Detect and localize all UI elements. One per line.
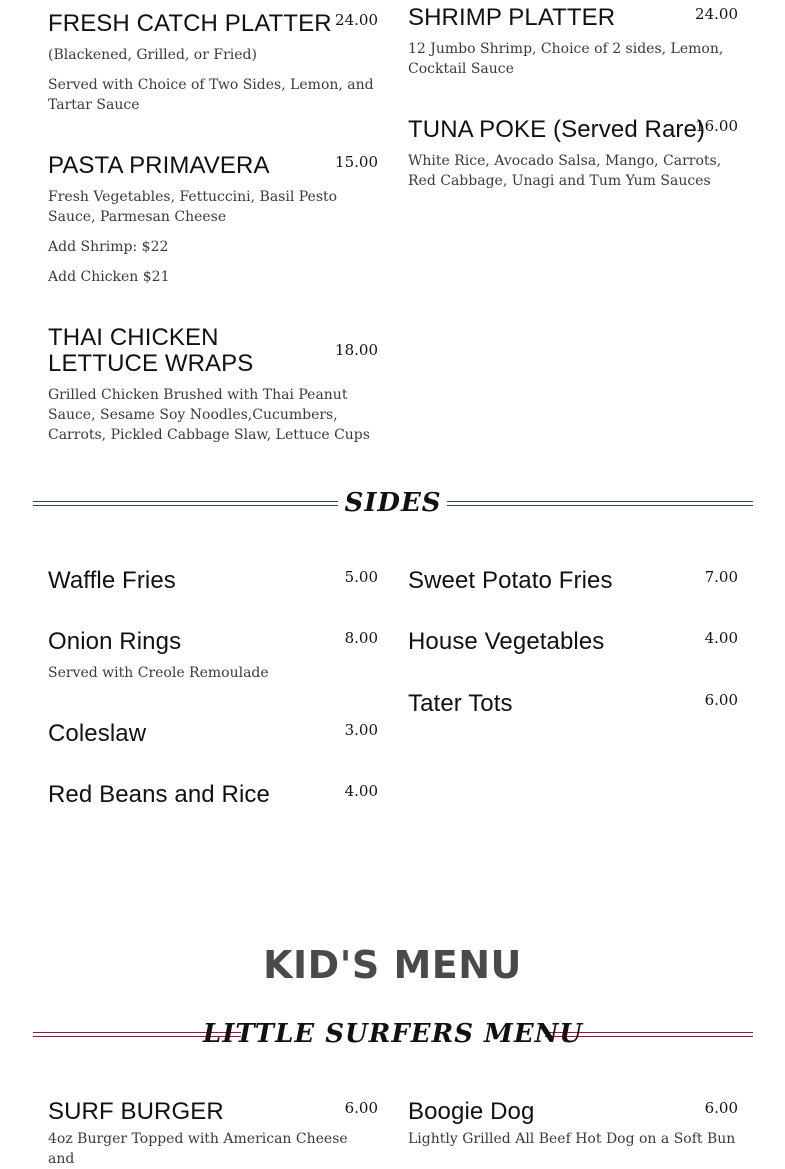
item-title: SURF BURGER [48, 1098, 224, 1125]
item-price: 16.00 [695, 117, 738, 135]
item-description: Lightly Grilled All Beef Hot Dog on a Soft Bun [408, 1131, 736, 1147]
item-description: Grilled Chicken Brushed with Thai Peanut Sauce, Sesame Soy Noodles,Cucumbers, Carrots, Pickled Cabbage Slaw, Lettuce Cups [48, 387, 370, 443]
menu-item-fresh-catch-platter [48, 11, 378, 115]
item-title: FRESH CATCH PLATTER [48, 10, 332, 37]
side-item-house-vegetables [408, 629, 738, 655]
side-item-onion-rings [48, 629, 378, 683]
item-title: TUNA POKE (Served Rare) [408, 116, 706, 143]
menu-item-shrimp-platter [408, 5, 738, 79]
item-title: House Vegetables [408, 628, 605, 655]
item-title: THAI CHICKEN LETTUCE WRAPS [48, 324, 254, 377]
item-title: Onion Rings [48, 628, 182, 655]
item-title: Tater Tots [408, 690, 513, 717]
item-description: (Blackened, Grilled, or Fried) [48, 47, 257, 63]
item-price: 4.00 [704, 629, 738, 647]
sides-heading: SIDES [344, 488, 442, 518]
item-description: Fresh Vegetables, Fettuccini, Basil Pesto Sauce, Parmesan Cheese [48, 189, 338, 225]
little-surfers-section-divider [33, 1019, 753, 1049]
side-item-red-beans-and-rice [48, 782, 378, 808]
item-description: Add Shrimp: $22 [48, 239, 169, 255]
item-price: 5.00 [344, 568, 378, 586]
item-price: 15.00 [335, 153, 378, 171]
kids-item-surf-burger [48, 1099, 378, 1169]
little-surfers-heading: LITTLE SURFERS MENU [202, 1019, 584, 1049]
item-description: 4oz Burger Topped with American Cheese and [48, 1131, 348, 1167]
item-title: Waffle Fries [48, 567, 176, 594]
menu-item-pasta-primavera [48, 153, 378, 287]
kids-menu-heading: KID'S MENU [263, 943, 522, 987]
side-item-sweet-potato-fries [408, 568, 738, 594]
item-price: 8.00 [344, 629, 378, 647]
item-price: 4.00 [344, 782, 378, 800]
item-title: Sweet Potato Fries [408, 567, 613, 594]
item-description: 12 Jumbo Shrimp, Choice of 2 sides, Lemon, Cocktail Sauce [408, 41, 724, 77]
item-description: White Rice, Avocado Salsa, Mango, Carrots, Red Cabbage, Unagi and Tum Yum Sauces [408, 153, 722, 189]
item-title: Boogie Dog [408, 1098, 535, 1125]
side-item-tater-tots [408, 691, 738, 717]
menu-item-thai-chicken-lettuce-wraps [48, 325, 378, 445]
item-price: 6.00 [704, 1099, 738, 1117]
item-title: SHRIMP PLATTER [408, 4, 616, 31]
item-description: Served with Creole Remoulade [48, 665, 269, 681]
item-title: Coleslaw [48, 720, 147, 747]
item-description: Add Chicken $21 [48, 269, 170, 285]
item-price: 24.00 [335, 11, 378, 29]
item-title: Red Beans and Rice [48, 781, 270, 808]
item-price: 24.00 [695, 5, 738, 23]
item-description: Served with Choice of Two Sides, Lemon, and Tartar Sauce [48, 77, 374, 113]
item-price: 6.00 [704, 691, 738, 709]
menu-item-tuna-poke [408, 117, 738, 191]
side-item-coleslaw [48, 721, 378, 747]
side-item-waffle-fries [48, 568, 378, 594]
item-price: 18.00 [335, 341, 378, 359]
item-price: 3.00 [344, 721, 378, 739]
kids-item-boogie-dog [408, 1099, 738, 1149]
item-title: PASTA PRIMAVERA [48, 152, 270, 179]
item-price: 7.00 [704, 568, 738, 586]
item-price: 6.00 [344, 1099, 378, 1117]
sides-section-divider [33, 488, 753, 518]
